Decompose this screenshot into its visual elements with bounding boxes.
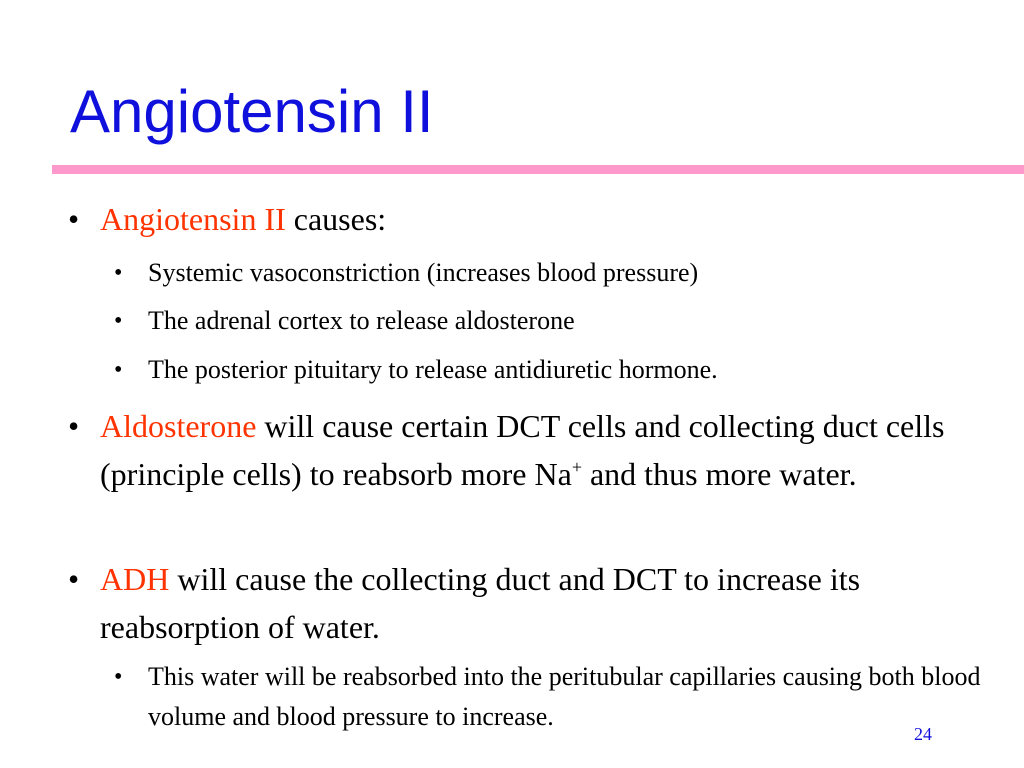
bullet-text: will cause certain DCT cells and collecting duct cells (principle cells) to reabsorb more Na bbox=[100, 408, 945, 492]
subbullet-text: The adrenal cortex to release aldosterone bbox=[148, 306, 575, 335]
subbullet-text: This water will be reabsorbed into the peritubular capillaries causing both blood volume and blood pressure to increase. bbox=[148, 662, 981, 731]
page-number: 24 bbox=[914, 724, 932, 744]
subbullet-text: The posterior pituitary to release antidiuretic hormone. bbox=[148, 355, 718, 384]
bullet-aldosterone bbox=[68, 402, 980, 498]
bullet-text-end: and thus more water. bbox=[581, 456, 857, 492]
subbullet-adh-release bbox=[114, 350, 988, 390]
subbullet-dot: • bbox=[114, 664, 123, 690]
bullet-dot: • bbox=[68, 201, 80, 237]
subbullet-dot: • bbox=[114, 357, 123, 383]
bullet-text: causes: bbox=[285, 201, 387, 237]
bullet-highlight: Angiotensin II bbox=[100, 201, 286, 237]
bullet-adh bbox=[68, 555, 980, 651]
title-divider bbox=[52, 165, 1024, 174]
bullet-highlight: Aldosterone bbox=[100, 408, 257, 444]
bullet-highlight: ADH bbox=[100, 561, 170, 597]
sodium-superscript: + bbox=[571, 457, 582, 477]
bullet-angiotensin bbox=[68, 195, 980, 243]
bullet-text: will cause the collecting duct and DCT to increase its reabsorption of water. bbox=[100, 561, 861, 645]
bullet-dot: • bbox=[68, 561, 80, 597]
subbullet-dot: • bbox=[114, 308, 123, 334]
slide-title: Angiotensin II bbox=[70, 78, 434, 145]
subbullet-water-reabsorbed bbox=[114, 657, 988, 737]
subbullet-dot: • bbox=[114, 260, 123, 286]
subbullet-vasoconstriction bbox=[114, 253, 988, 293]
subbullet-aldosterone bbox=[114, 301, 988, 341]
bullet-dot: • bbox=[68, 408, 80, 444]
subbullet-text: Systemic vasoconstriction (increases blood pressure) bbox=[148, 258, 699, 287]
